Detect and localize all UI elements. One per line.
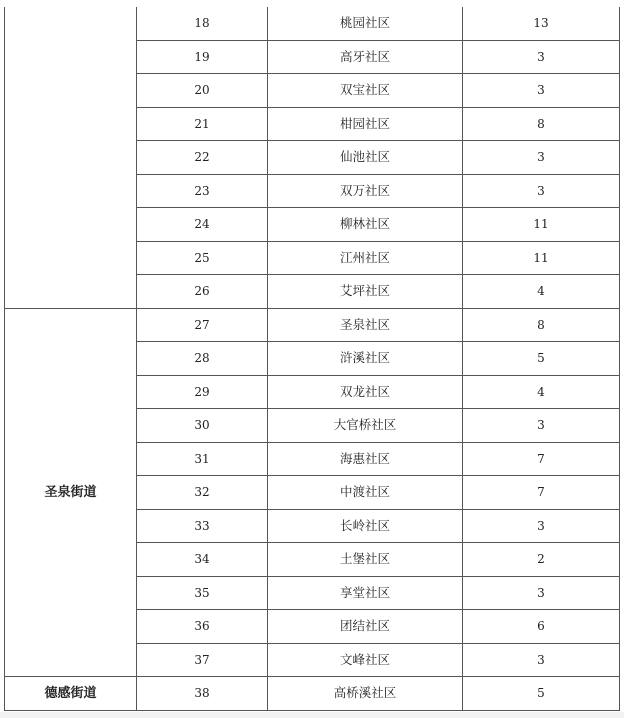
count-cell: 3: [463, 40, 620, 74]
count-cell: 11: [463, 208, 620, 242]
table-row: [5, 308, 620, 342]
community-name-cell: 中渡社区: [268, 476, 463, 510]
row-number-cell: 21: [137, 107, 268, 141]
table-row: [5, 677, 620, 711]
row-number-cell: 31: [137, 442, 268, 476]
community-name-cell: 圣泉社区: [268, 308, 463, 342]
row-number-cell: 24: [137, 208, 268, 242]
count-cell: 3: [463, 509, 620, 543]
community-table: [4, 7, 620, 711]
count-cell: 5: [463, 342, 620, 376]
page-bottom-edge: [0, 712, 624, 718]
count-cell: 3: [463, 174, 620, 208]
row-number-cell: 19: [137, 40, 268, 74]
count-cell: 7: [463, 476, 620, 510]
community-name-cell: 享堂社区: [268, 576, 463, 610]
row-number-cell: 35: [137, 576, 268, 610]
count-cell: 3: [463, 409, 620, 443]
community-name-cell: 大官桥社区: [268, 409, 463, 443]
street-name-cell: 德感街道: [5, 677, 137, 711]
community-name-cell: 海惠社区: [268, 442, 463, 476]
community-name-cell: 柳林社区: [268, 208, 463, 242]
row-number-cell: 26: [137, 275, 268, 309]
row-number-cell: 37: [137, 643, 268, 677]
community-name-cell: 文峰社区: [268, 643, 463, 677]
table-row: [5, 7, 620, 40]
community-name-cell: 双龙社区: [268, 375, 463, 409]
count-cell: 8: [463, 308, 620, 342]
community-name-cell: 柑园社区: [268, 107, 463, 141]
count-cell: 2: [463, 543, 620, 577]
row-number-cell: 20: [137, 74, 268, 108]
count-cell: 5: [463, 677, 620, 711]
row-number-cell: 28: [137, 342, 268, 376]
community-name-cell: 桃园社区: [268, 7, 463, 40]
community-name-cell: 江州社区: [268, 241, 463, 275]
community-name-cell: 长岭社区: [268, 509, 463, 543]
row-number-cell: 33: [137, 509, 268, 543]
community-name-cell: 土堡社区: [268, 543, 463, 577]
community-name-cell: 高牙社区: [268, 40, 463, 74]
community-name-cell: 浒溪社区: [268, 342, 463, 376]
row-number-cell: 22: [137, 141, 268, 175]
street-name-cell: 圣泉街道: [5, 308, 137, 677]
row-number-cell: 27: [137, 308, 268, 342]
community-name-cell: 团结社区: [268, 610, 463, 644]
row-number-cell: 30: [137, 409, 268, 443]
street-name-cell: [5, 7, 137, 308]
row-number-cell: 36: [137, 610, 268, 644]
count-cell: 8: [463, 107, 620, 141]
count-cell: 13: [463, 7, 620, 40]
count-cell: 3: [463, 74, 620, 108]
community-name-cell: 艾坪社区: [268, 275, 463, 309]
community-name-cell: 高桥溪社区: [268, 677, 463, 711]
count-cell: 7: [463, 442, 620, 476]
row-number-cell: 25: [137, 241, 268, 275]
count-cell: 4: [463, 375, 620, 409]
count-cell: 6: [463, 610, 620, 644]
count-cell: 11: [463, 241, 620, 275]
count-cell: 4: [463, 275, 620, 309]
row-number-cell: 34: [137, 543, 268, 577]
row-number-cell: 32: [137, 476, 268, 510]
community-name-cell: 双宝社区: [268, 74, 463, 108]
row-number-cell: 18: [137, 7, 268, 40]
community-name-cell: 仙池社区: [268, 141, 463, 175]
row-number-cell: 23: [137, 174, 268, 208]
community-table-body: [5, 7, 620, 710]
row-number-cell: 29: [137, 375, 268, 409]
community-name-cell: 双万社区: [268, 174, 463, 208]
row-number-cell: 38: [137, 677, 268, 711]
count-cell: 3: [463, 643, 620, 677]
count-cell: 3: [463, 141, 620, 175]
count-cell: 3: [463, 576, 620, 610]
